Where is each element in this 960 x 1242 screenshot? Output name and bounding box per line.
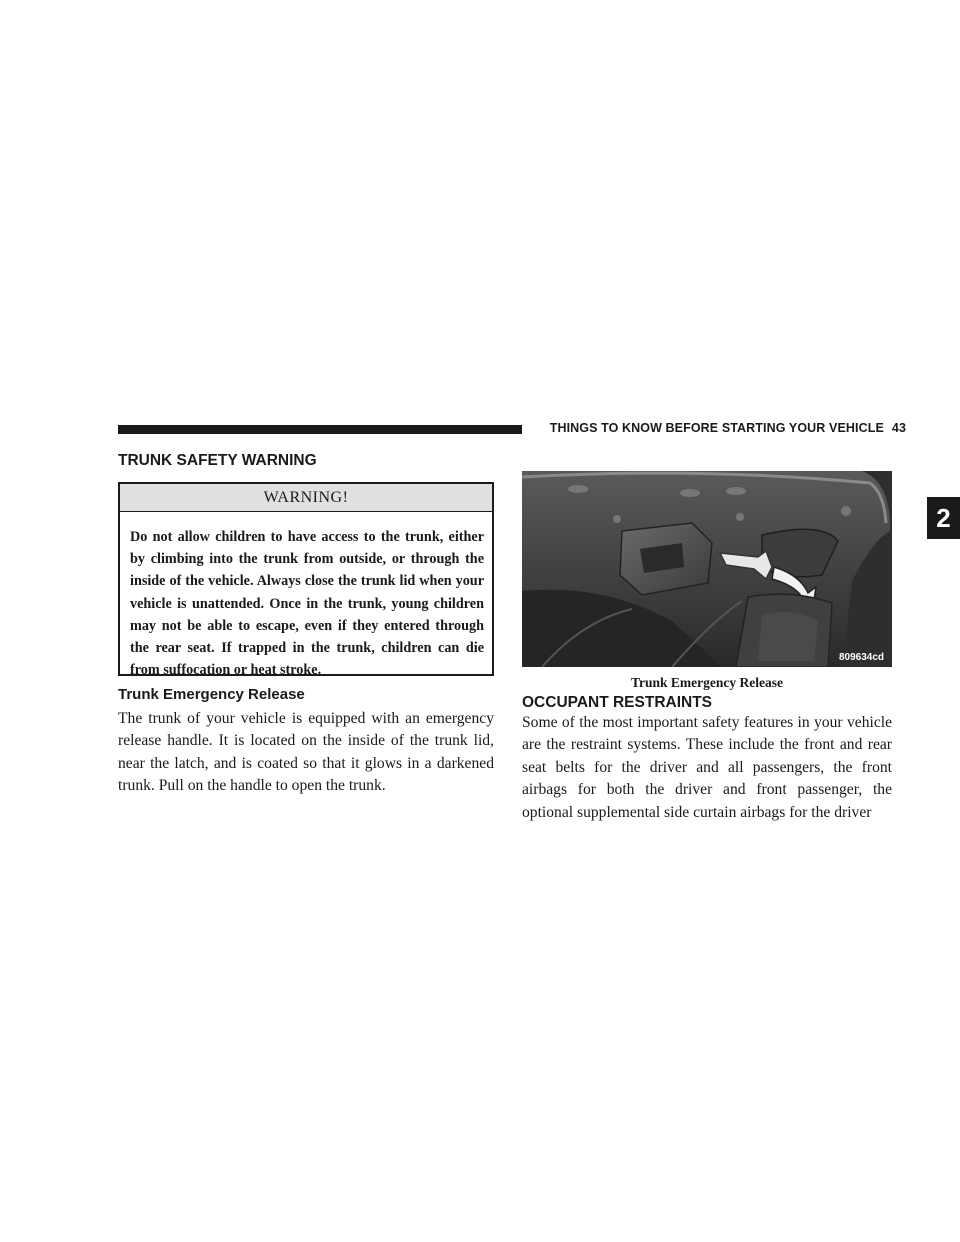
warning-title: WARNING! xyxy=(120,484,492,512)
section-heading-occupant-restraints: OCCUPANT RESTRAINTS xyxy=(522,694,713,711)
figure-caption: Trunk Emergency Release xyxy=(631,675,783,690)
subheading-trunk-emergency-release: Trunk Emergency Release xyxy=(118,686,305,703)
warning-box xyxy=(118,482,494,679)
header-title: THINGS TO KNOW BEFORE STARTING YOUR VEHICLE xyxy=(549,421,884,435)
running-header xyxy=(536,421,906,435)
section-heading-trunk-safety: TRUNK SAFETY WARNING xyxy=(118,452,317,469)
page-number: 43 xyxy=(891,421,906,435)
paragraph-occupant-restraints: Some of the most important safety features in your vehicle are the restraint systems. These include the front and rear seat belts for the driver and all passengers, the front airbags for both the driver and front passenger, the optional supplemental side curtain airbags for the driver xyxy=(522,714,892,821)
figure-trunk-emergency-release xyxy=(522,471,892,667)
warning-text: Do not allow children to have access to the trunk, either by climbing into the trunk from outside, or through the inside of the vehicle. Always close the trunk lid when your vehicle is unattended. Once in the trunk, young children may not be able to escape, even if they entered through the rear seat. If trapped in the trunk, children can die from suffocation or heat stroke. xyxy=(130,529,484,679)
header-rule xyxy=(118,425,522,434)
trunk-lid-illustration xyxy=(522,471,892,667)
figure-code: 809634cd xyxy=(838,652,884,663)
paragraph-trunk-release: The trunk of your vehicle is equipped with an emergency release handle. It is located on the inside of the trunk lid, near the latch, and is coated so that it glows in a darkened trunk. Pull on the handle to open the trunk. xyxy=(118,710,494,795)
chapter-tab: 2 xyxy=(927,497,960,539)
